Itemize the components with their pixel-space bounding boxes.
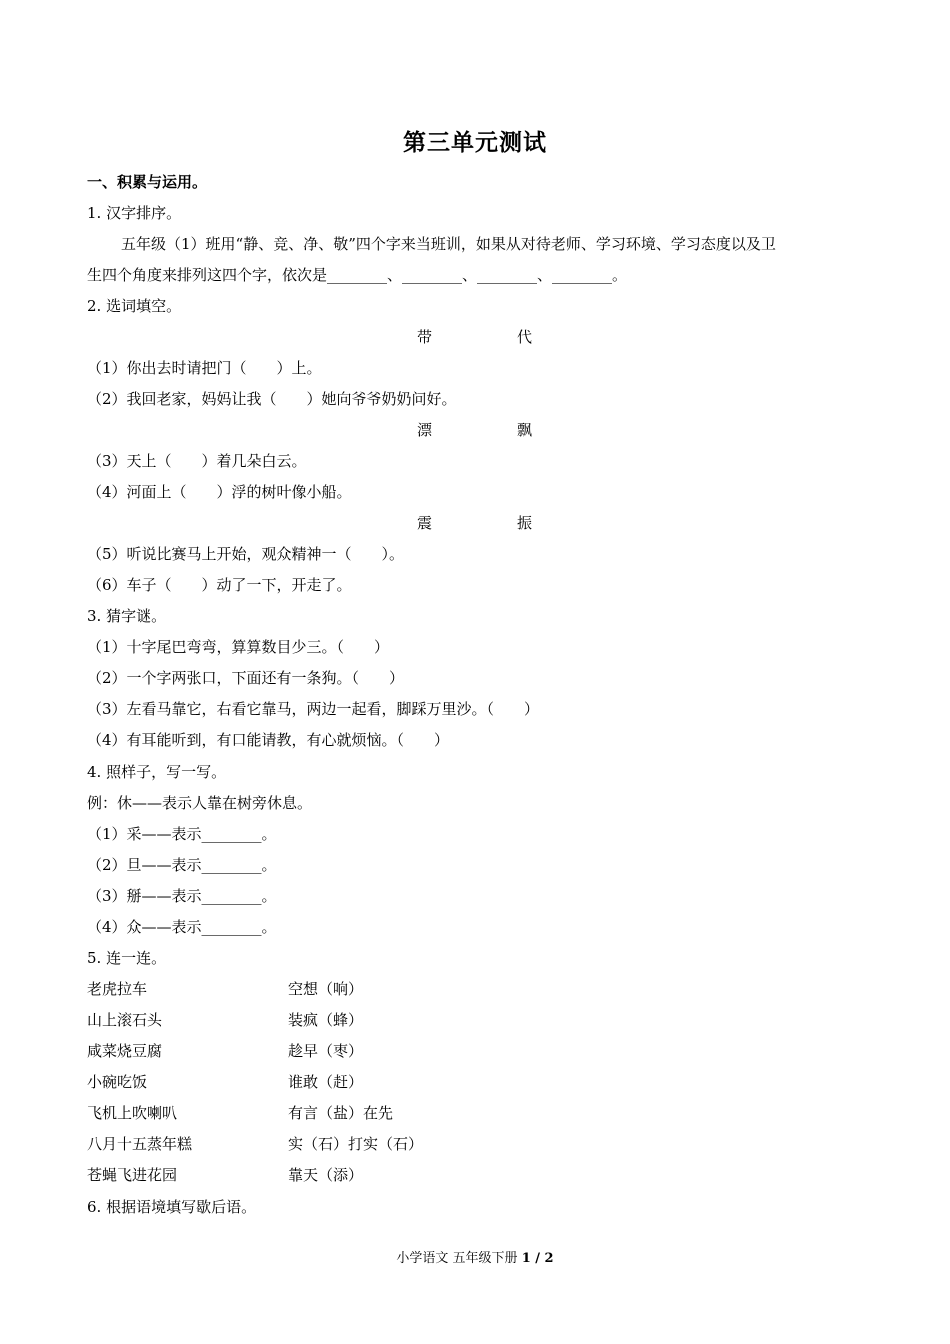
question-1-label: 1. 汉字排序。 bbox=[87, 204, 182, 222]
match-right-item: 趁早（枣） bbox=[288, 1042, 364, 1060]
word-option: 飘 bbox=[517, 421, 533, 439]
question-example: 例：休——表示人靠在树旁休息。 bbox=[87, 794, 313, 812]
question-item: （1）你出去时请把门（ ）上。 bbox=[87, 359, 322, 377]
match-left-item: 小碗吃饭 bbox=[87, 1073, 148, 1091]
question-3-label: 3. 猜字谜。 bbox=[87, 607, 167, 625]
question-item: （1）采——表示________。 bbox=[87, 825, 277, 843]
question-item: （3）左看马靠它，右看它靠马，两边一起看，脚踩万里沙。（ ） bbox=[87, 700, 540, 718]
word-option: 震 bbox=[417, 514, 433, 532]
page-number: 1 / 2 bbox=[521, 1251, 554, 1266]
word-option: 振 bbox=[517, 514, 533, 532]
question-item: （4）众——表示________。 bbox=[87, 918, 277, 936]
question-item: （3）掰——表示________。 bbox=[87, 887, 277, 905]
word-option: 代 bbox=[517, 328, 533, 346]
question-1-text-cont: 生四个角度来排列这四个字，依次是________、________、________、________。 bbox=[87, 266, 628, 284]
question-item: （4）河面上（ ）浮的树叶像小船。 bbox=[87, 483, 352, 501]
match-right-item: 靠天（添） bbox=[288, 1166, 364, 1184]
question-item: （1）十字尾巴弯弯，算算数目少三。（ ） bbox=[87, 638, 390, 656]
question-5-label: 5. 连一连。 bbox=[87, 949, 167, 967]
match-right-item: 谁敢（赶） bbox=[288, 1073, 364, 1091]
match-left-item: 咸菜烧豆腐 bbox=[87, 1042, 163, 1060]
match-right-item: 装疯（蜂） bbox=[288, 1011, 364, 1029]
match-left-item: 苍蝇飞进花园 bbox=[87, 1166, 178, 1184]
question-6-label: 6. 根据语境填写歇后语。 bbox=[87, 1198, 257, 1216]
question-item: （3）天上（ ）着几朵白云。 bbox=[87, 452, 307, 470]
word-option: 带 bbox=[417, 328, 433, 346]
match-right-item: 实（石）打实（石） bbox=[288, 1135, 424, 1153]
question-item: （6）车子（ ）动了一下，开走了。 bbox=[87, 576, 352, 594]
word-option: 漂 bbox=[417, 421, 433, 439]
question-4-label: 4. 照样子，写一写。 bbox=[87, 763, 227, 781]
page-footer bbox=[0, 1247, 950, 1266]
question-item: （5）听说比赛马上开始，观众精神一（ ）。 bbox=[87, 545, 405, 563]
question-item: （2）一个字两张口，下面还有一条狗。（ ） bbox=[87, 669, 405, 687]
match-left-item: 飞机上吹喇叭 bbox=[87, 1104, 178, 1122]
question-item: （2）我回老家，妈妈让我（ ）她向爷爷奶奶问好。 bbox=[87, 390, 457, 408]
question-2-label: 2. 选词填空。 bbox=[87, 297, 182, 315]
question-1-text: 五年级（1）班用“静、竞、净、敬”四个字来当班训，如果从对待老师、学习环境、学习态度以及卫 bbox=[121, 235, 776, 253]
section-heading: 一、积累与运用。 bbox=[87, 173, 208, 191]
footer-text: 小学语文 五年级下册 bbox=[396, 1251, 522, 1266]
question-item: （4）有耳能听到，有口能请教，有心就烦恼。（ ） bbox=[87, 731, 450, 749]
match-left-item: 山上滚石头 bbox=[87, 1011, 163, 1029]
match-right-item: 有言（盐）在先 bbox=[288, 1104, 394, 1122]
match-left-item: 八月十五蒸年糕 bbox=[87, 1135, 193, 1153]
match-left-item: 老虎拉车 bbox=[87, 980, 148, 998]
match-right-item: 空想（响） bbox=[288, 980, 364, 998]
page-title: 第三单元测试 bbox=[403, 129, 547, 156]
question-item: （2）旦——表示________。 bbox=[87, 856, 277, 874]
